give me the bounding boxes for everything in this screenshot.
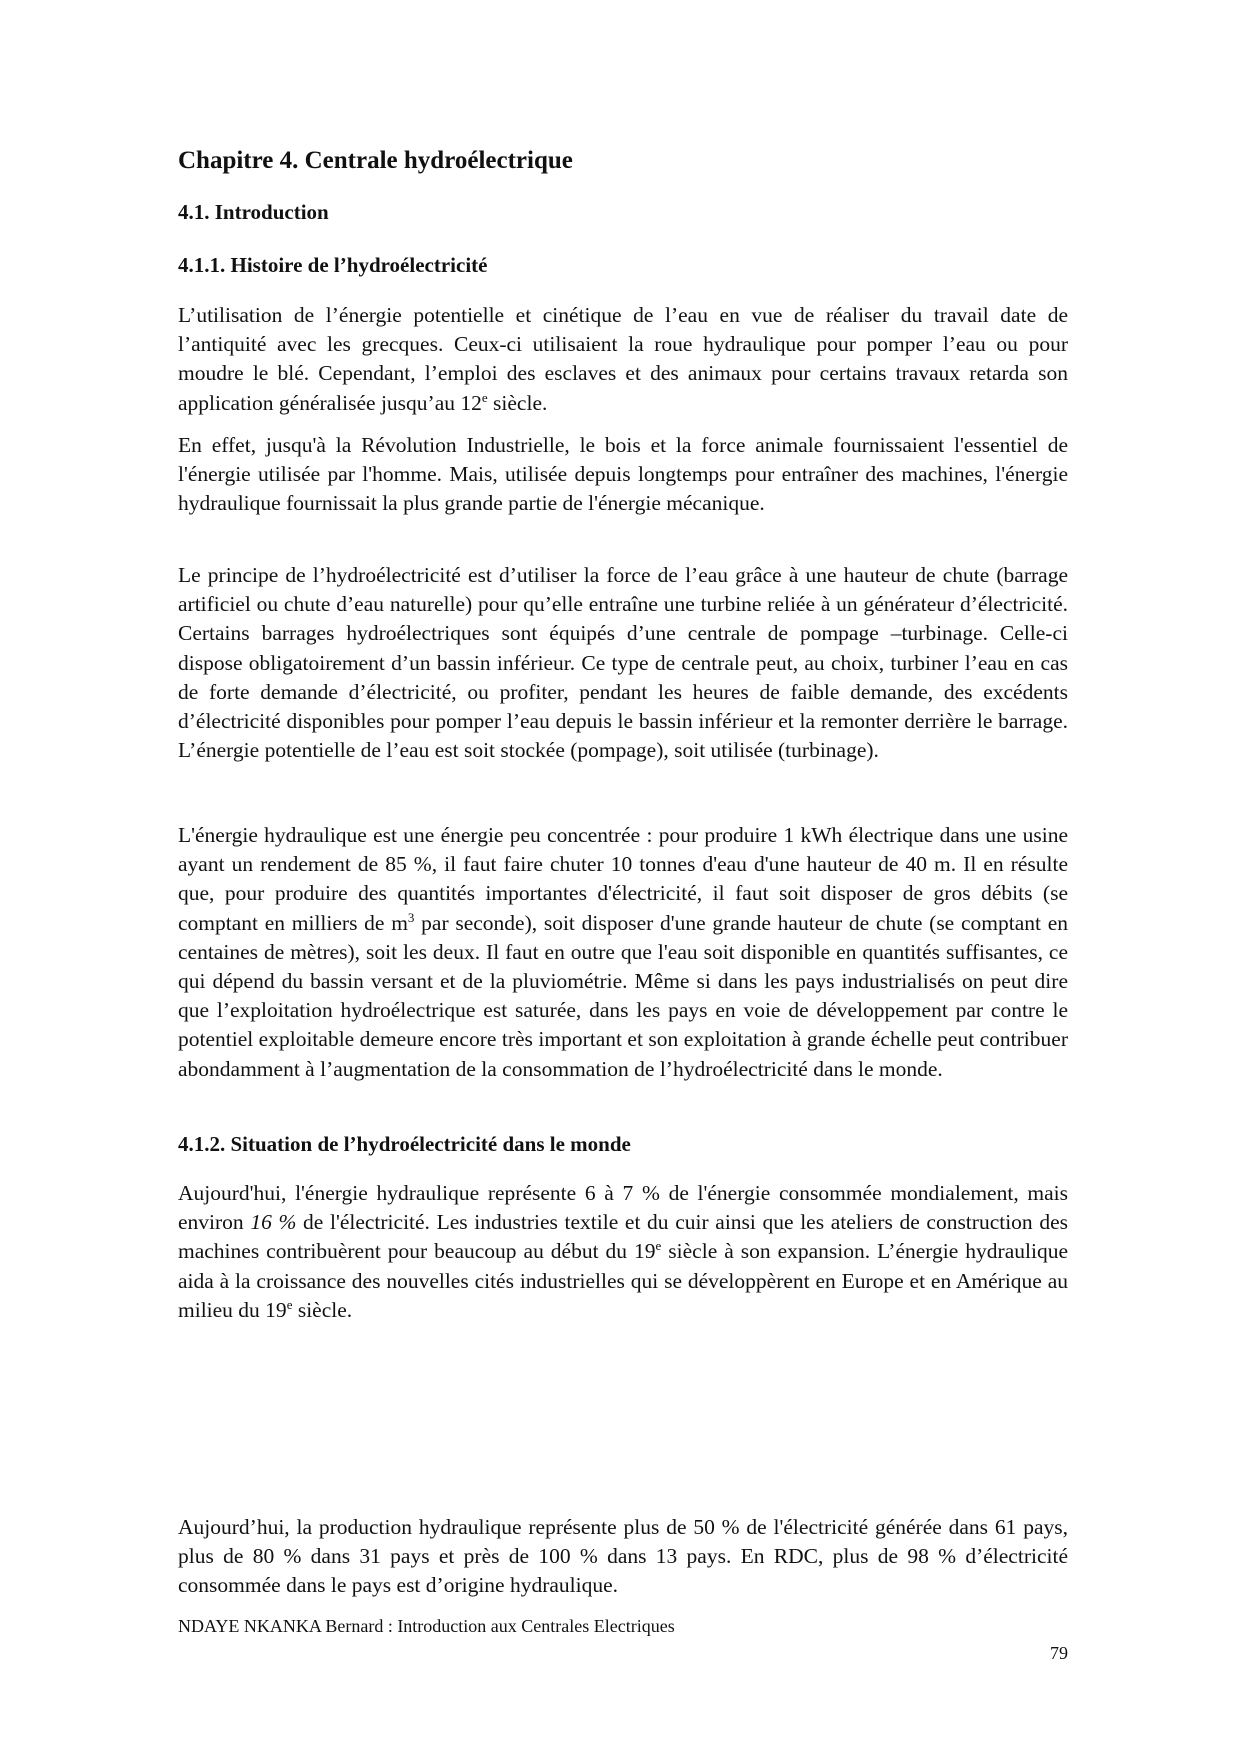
paragraph-history-antiquity	[178, 301, 1068, 418]
section-heading-4-1-1: 4.1.1. Histoire de l’hydroélectricité	[178, 253, 488, 277]
paragraph-text: siècle.	[292, 1297, 353, 1322]
italic-text: 16 %	[250, 1210, 297, 1235]
paragraph-text: siècle à son expansion. L’énergie hydraulique aida à la croissance des nouvelles cités industrielles qui se développèrent en Europe et en Amérique au milieu du 19	[178, 1239, 1068, 1322]
superscript: e	[481, 389, 488, 405]
paragraph-text: L'énergie hydraulique est une énergie peu concentrée : pour produire 1 kWh électrique dans une usine ayant un rendement de 85 %, il faut faire chuter 10 tonnes d'eau d'une hauteur de 40 m. Il en résulte que, pour produire des quantités importantes d'électricité, il faut soit disposer de gros débits (se comptant en milliers de m	[178, 823, 1068, 935]
superscript: e	[286, 1296, 293, 1312]
paragraph-text: L’utilisation de l’énergie potentielle et cinétique de l’eau en vue de réaliser du travail date de l’antiquité avec les grecques. Ceux-ci utilisaient la roue hydraulique pour pomper l’eau ou pour moudre le blé. Cependant, l’emploi des esclaves et des animaux pour certains travaux retarda son application généralisée jusqu’au 12	[178, 303, 1068, 415]
paragraph-text: siècle.	[487, 390, 548, 415]
section-heading-4-1-2: 4.1.2. Situation de l’hydroélectricité dans le monde	[178, 1132, 631, 1156]
paragraph-industrial-revolution: En effet, jusqu'à la Révolution Industrielle, le bois et la force animale fournissaient l'essentiel de l'énergie utilisée par l'homme. Mais, utilisée depuis longtemps pour entraîner des machines, l'énergie hydraulique fournissait la plus grande partie de l'énergie mécanique.	[178, 433, 1068, 516]
superscript: 3	[407, 909, 415, 925]
paragraph-world-share	[178, 1179, 1068, 1325]
paragraph-hydro-energy-concentration	[178, 821, 1068, 1084]
page-footer: NDAYE NKANKA Bernard : Introduction aux Centrales Electriques	[178, 1616, 675, 1636]
paragraph-text: Aujourd'hui, l'énergie hydraulique représente 6 à 7 % de l'énergie consommée mondialement, mais environ	[178, 1181, 1068, 1235]
paragraph-text: de l'électricité. Les industries textile et du cuir ainsi que les ateliers de construction des machines contribuèrent pour beaucoup au début du 19	[178, 1210, 1068, 1264]
paragraph-hydro-principle: Le principe de l’hydroélectricité est d’utiliser la force de l’eau grâce à une hauteur de chute (barrage artificiel ou chute d’eau naturelle) pour qu’elle entraîne une turbine reliée à un générateur d’électricité. Certains barrages hydroélectriques sont équipés d’une centrale de pompage –turbinage. Celle-ci dispose obligatoirement d’un bassin inférieur. Ce type de centrale peut, au choix, turbiner l’eau en cas de forte demande d’électricité, ou profiter, pendant les heures de faible demande, des excédents d’électricité disponibles pour pomper l’eau depuis le bassin inférieur et la remonter derrière le barrage. L’énergie potentielle de l’eau est soit stockée (pompage), soit utilisée (turbinage).	[178, 563, 1068, 763]
paragraph-production-countries: Aujourd’hui, la production hydraulique représente plus de 50 % de l'électricité générée dans 61 pays, plus de 80 % dans 31 pays et près de 100 % dans 13 pays. En RDC, plus de 98 % d’électricité consommée dans le pays est d’origine hydraulique.	[178, 1515, 1068, 1598]
chapter-title: Chapitre 4. Centrale hydroélectrique	[178, 147, 573, 174]
section-heading-4-1: 4.1. Introduction	[178, 200, 329, 224]
paragraph-text: par seconde), soit disposer d'une grande hauteur de chute (se comptant en centaines de mètres), soit les deux. Il faut en outre que l'eau soit disponible en quantités suffisantes, ce qui dépend du bassin versant et de la pluviométrie. Même si dans les pays industrialisés on peut dire que l’exploitation hydroélectrique est saturée, dans les pays en voie de développement par contre le potentiel exploitable demeure encore très important et son exploitation à grande échelle peut contribuer abondamment à l’augmentation de la consommation de l’hydroélectricité dans le monde.	[178, 910, 1068, 1081]
page-number: 79	[1050, 1643, 1068, 1663]
superscript: e	[655, 1238, 662, 1254]
